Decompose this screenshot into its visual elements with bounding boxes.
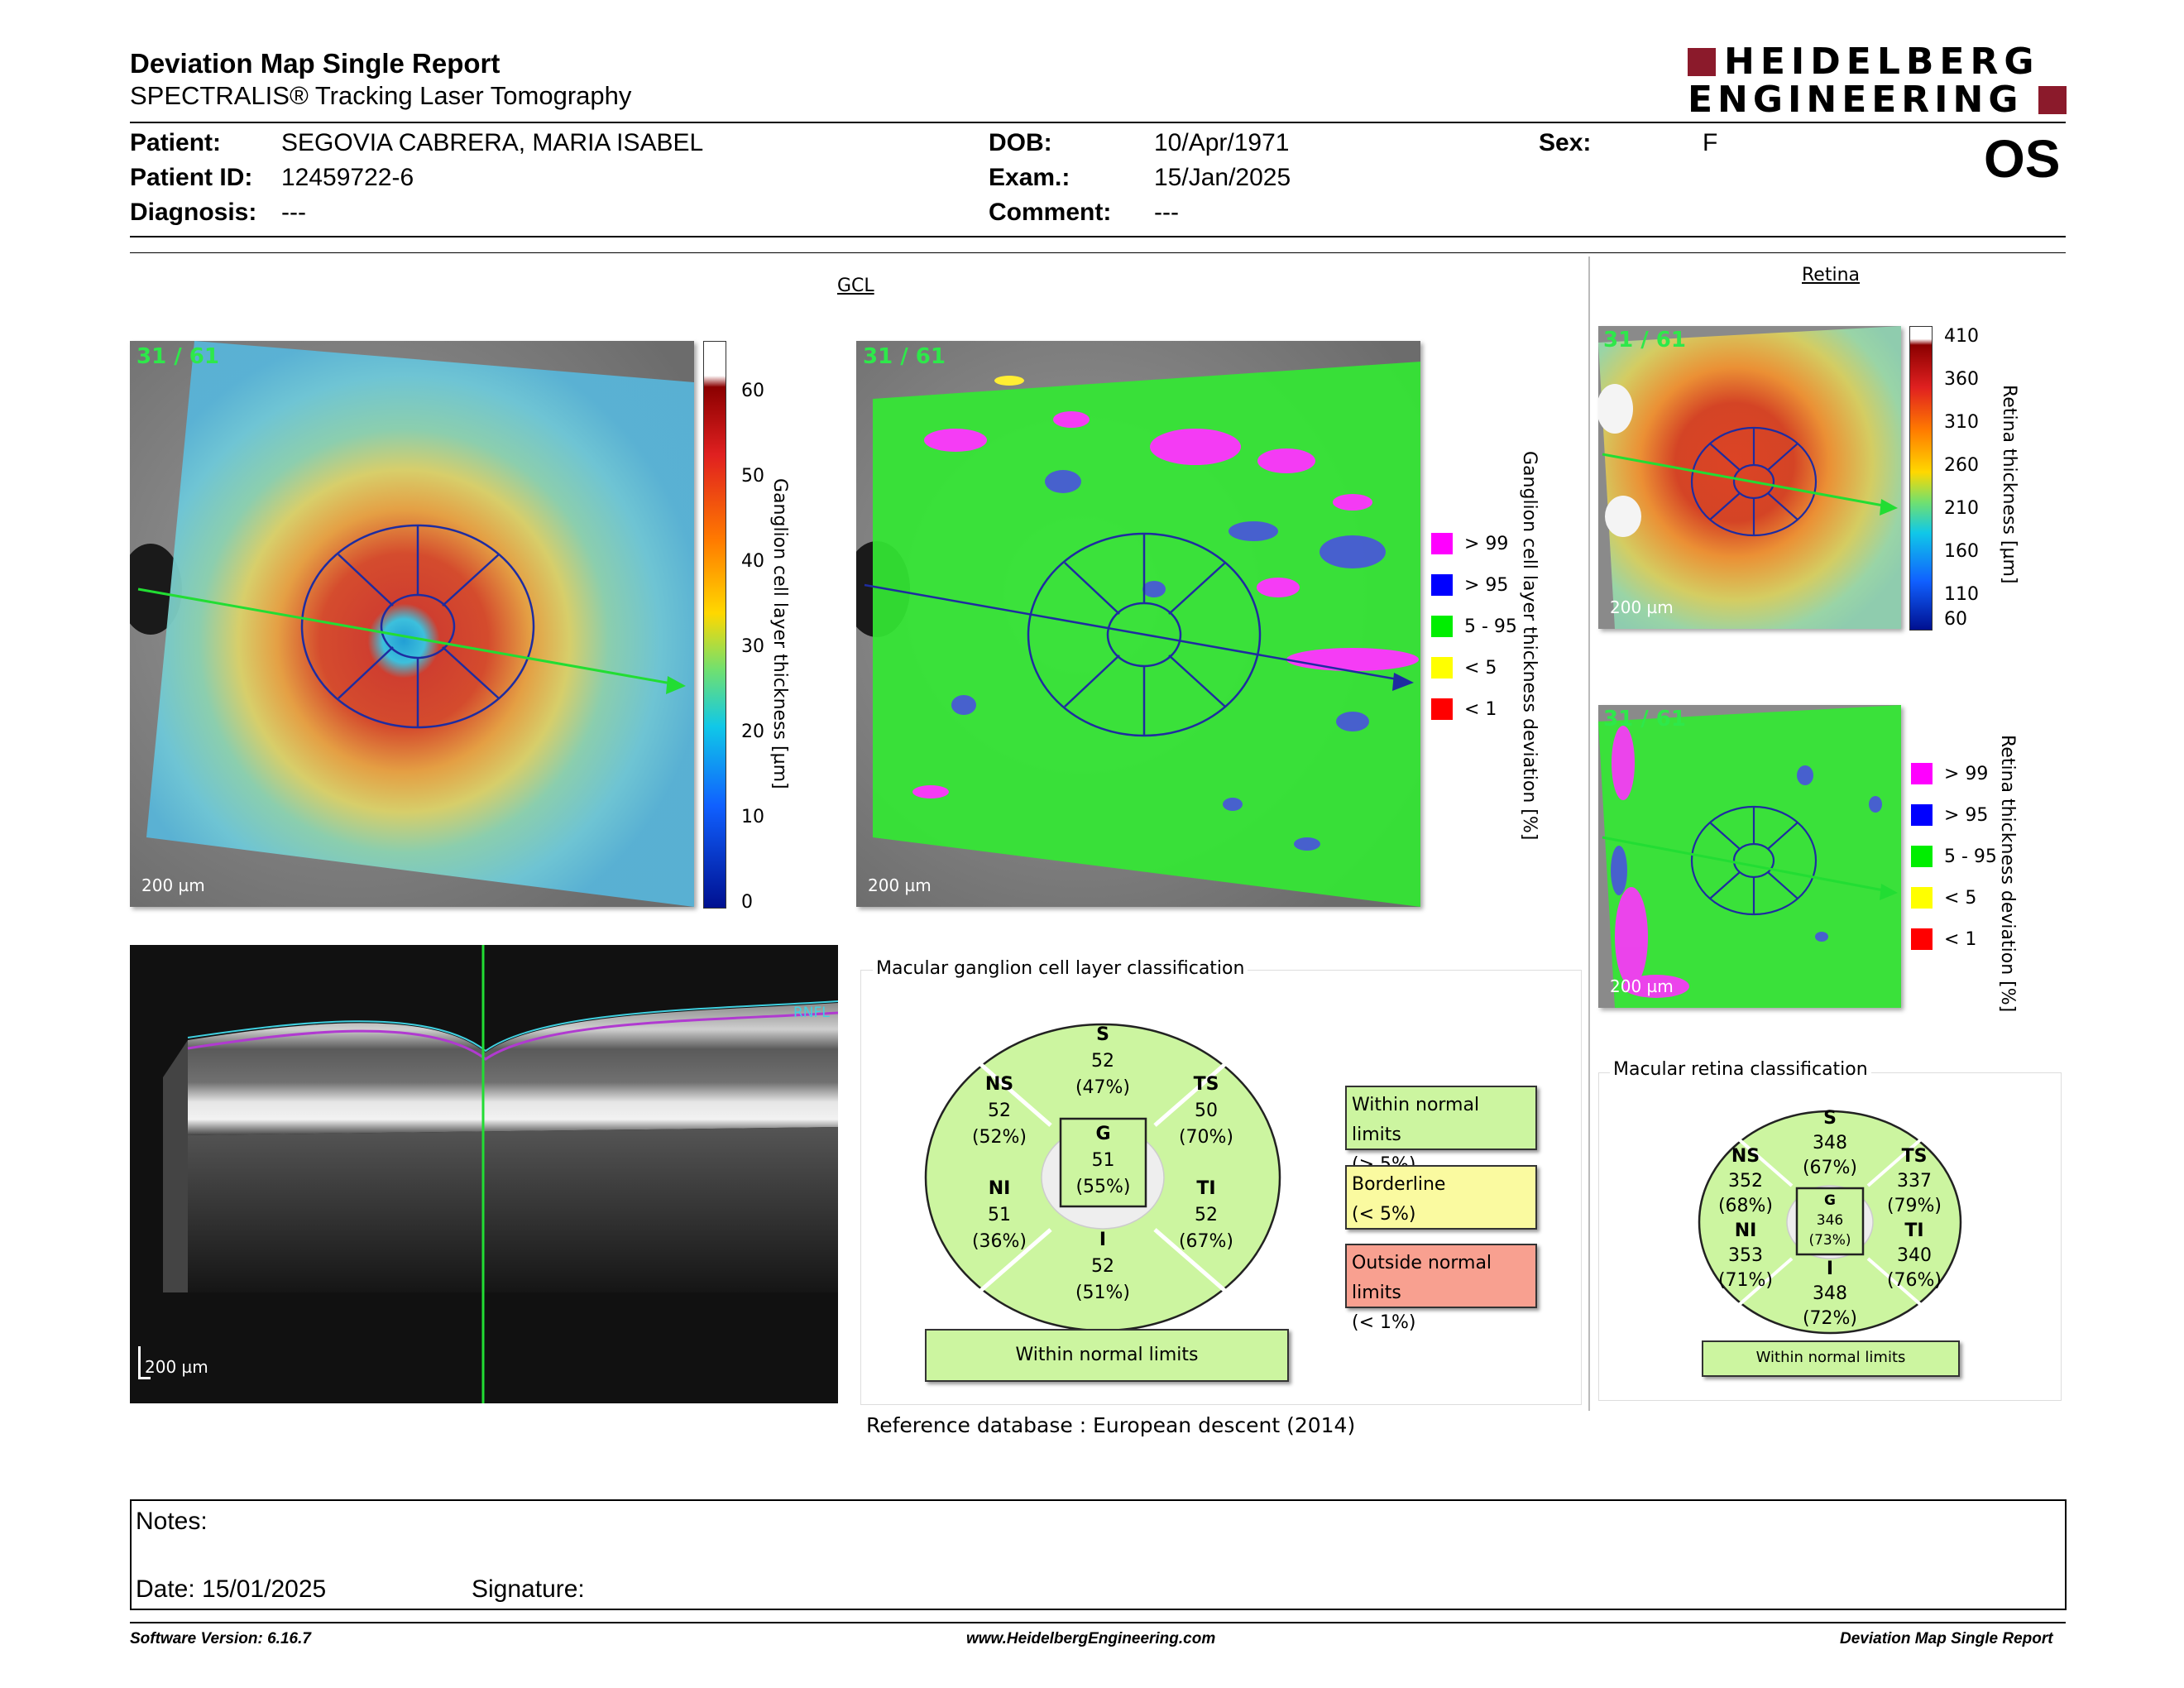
- retina-sector-ns: [1712, 1144, 1779, 1219]
- exam-label: Exam.:: [989, 164, 1070, 191]
- retina-deviation-map: [1598, 705, 1901, 1008]
- gcl-legend-label: < 5: [1464, 657, 1497, 679]
- retina-sector-g-value: 346: [1816, 1212, 1844, 1229]
- oct-layer-tag: RNFL: [793, 1005, 830, 1021]
- retina-tick-5: 160: [1944, 541, 1979, 562]
- gcl-legend-item: [1431, 688, 1517, 730]
- retina-deviation-fraction: 31 / 61: [1603, 707, 1686, 731]
- retina-legend-item: [1911, 836, 1997, 877]
- gcl-thickness-image: [130, 341, 694, 907]
- retina-sector-ts-name: TS: [1901, 1146, 1928, 1167]
- retina-sector-ts-value: 337: [1897, 1171, 1932, 1192]
- report-title: Deviation Map Single Report: [130, 48, 500, 79]
- sex-value: F: [1703, 129, 1718, 156]
- retina-sector-ni-value: 353: [1728, 1245, 1763, 1266]
- gcl-legend-label: > 95: [1464, 574, 1509, 596]
- retina-sector-ti-name: TI: [1904, 1220, 1924, 1241]
- dob-value: 10/Apr/1971: [1154, 129, 1290, 156]
- key-within-normal-line1: Within normal limits: [1352, 1095, 1480, 1145]
- retina-section-title[interactable]: Retina: [1802, 265, 1860, 285]
- retina-sector-s-name: S: [1823, 1108, 1837, 1129]
- gcl-legend-item: [1431, 564, 1517, 606]
- retina-legend-item: [1911, 877, 1997, 918]
- gcl-tick-0: 60: [741, 381, 764, 401]
- gcl-deviation-fraction: 31 / 61: [863, 344, 946, 369]
- diagnosis-label: Diagnosis:: [130, 199, 257, 226]
- gcl-sector-g: [1061, 1121, 1146, 1201]
- gcl-sector-i: [1049, 1227, 1157, 1307]
- key-borderline-line1: Borderline: [1352, 1174, 1446, 1195]
- gcl-sector-s-name: S: [1096, 1024, 1109, 1045]
- gcl-sector-ni: [958, 1176, 1041, 1255]
- retina-tick-4: 210: [1944, 498, 1979, 519]
- retina-thickness-fraction: 31 / 61: [1603, 328, 1686, 352]
- retina-deviation-image: [1598, 705, 1901, 1008]
- retina-legend-item: [1911, 918, 1997, 960]
- oct-scale-bar: [138, 1346, 141, 1379]
- oct-scale-bar-h: [138, 1377, 151, 1379]
- retina-sector-ns-pct: (68%): [1717, 1196, 1774, 1216]
- key-outside-normal: [1345, 1244, 1537, 1333]
- gcl-legend-label: < 1: [1464, 698, 1497, 720]
- heidelberg-logo: [1688, 41, 2068, 121]
- gcl-sector-g-pct: (55%): [1075, 1177, 1131, 1197]
- header-rule: [130, 122, 2066, 123]
- oct-bscan: [130, 945, 838, 1403]
- retina-result-box: [1702, 1340, 1960, 1377]
- gcl-sector-g-value: 51: [1091, 1150, 1115, 1171]
- retina-legend-item: [1911, 794, 1997, 836]
- gcl-legend-label: 5 - 95: [1464, 616, 1517, 637]
- retina-sector-ni: [1712, 1219, 1779, 1293]
- gcl-sector-s-value: 52: [1091, 1051, 1114, 1072]
- gcl-sector-ti-name: TI: [1196, 1178, 1216, 1199]
- gcl-thickness-map: [130, 341, 694, 907]
- retina-tick-3: 260: [1944, 455, 1979, 476]
- gcl-colorbar-label: Ganglion cell layer thickness [µm]: [769, 478, 790, 789]
- retina-deviation-label: Retina thickness deviation [%]: [1997, 735, 2018, 1013]
- retina-tick-7: 60: [1944, 609, 1967, 630]
- footer-report-name: Deviation Map Single Report: [1840, 1630, 2053, 1647]
- retina-tick-1: 360: [1944, 369, 1979, 390]
- gcl-colorbar: [703, 341, 726, 909]
- gcl-deviation-image: [856, 341, 1420, 907]
- logo-line2: ENGINEERING: [1688, 79, 2024, 121]
- retina-colorbar: [1909, 326, 1933, 631]
- gcl-sector-ts: [1165, 1072, 1248, 1151]
- retina-legend-label: < 1: [1944, 928, 1977, 950]
- retina-sector-i-pct: (72%): [1802, 1308, 1858, 1329]
- gcl-sector-ti-pct: (67%): [1178, 1231, 1234, 1252]
- retina-legend-item: [1911, 753, 1997, 794]
- gcl-sector-ts-pct: (70%): [1178, 1127, 1234, 1148]
- retina-sector-i: [1789, 1257, 1871, 1331]
- dob-label: DOB:: [989, 129, 1052, 156]
- key-within-normal: [1345, 1086, 1537, 1150]
- date-label: Date: 15/01/2025: [136, 1575, 327, 1603]
- oct-bscan-image: [130, 945, 838, 1403]
- gcl-section-title[interactable]: GCL: [837, 276, 874, 296]
- key-outside-normal-line2: (< 1%): [1352, 1312, 1416, 1333]
- retina-result-label: Within normal limits: [1755, 1349, 1906, 1366]
- retina-sector-ni-pct: (71%): [1717, 1270, 1774, 1291]
- gcl-thickness-scale: 200 µm: [141, 875, 205, 895]
- retina-tick-0: 410: [1944, 326, 1979, 347]
- gcl-sector-ns-name: NS: [984, 1074, 1014, 1095]
- gcl-sector-ts-name: TS: [1193, 1074, 1219, 1095]
- retina-sector-s: [1789, 1106, 1871, 1181]
- gcl-result-box: [925, 1329, 1289, 1382]
- comment-value: ---: [1154, 199, 1179, 226]
- retina-thickness-scale: 200 µm: [1610, 597, 1674, 617]
- gcl-sector-g-name: G: [1095, 1124, 1111, 1144]
- gcl-tick-6: 0: [741, 892, 753, 913]
- diagnosis-value: ---: [281, 199, 306, 226]
- retina-legend-label: < 5: [1944, 887, 1977, 909]
- retina-sector-g-pct: (73%): [1808, 1232, 1851, 1249]
- retina-sector-ti-value: 340: [1897, 1245, 1932, 1266]
- key-borderline: [1345, 1165, 1537, 1230]
- patient-id-label: Patient ID:: [130, 164, 253, 191]
- patient-label: Patient:: [130, 129, 222, 156]
- gcl-tick-1: 50: [741, 466, 764, 487]
- retina-sector-ts: [1881, 1144, 1947, 1219]
- gcl-sector-ns-pct: (52%): [971, 1127, 1027, 1148]
- retina-sector-g: [1797, 1191, 1863, 1250]
- retina-sector-ns-name: NS: [1731, 1146, 1760, 1167]
- gcl-sector-i-pct: (51%): [1075, 1283, 1131, 1303]
- gcl-sector-i-value: 52: [1091, 1256, 1114, 1277]
- oct-scale-label: 200 µm: [145, 1357, 208, 1377]
- gcl-legend-item: [1431, 647, 1517, 688]
- retina-legend-label: 5 - 95: [1944, 846, 1997, 867]
- gcl-sector-ns-value: 52: [988, 1101, 1011, 1121]
- retina-sector-ns-value: 352: [1728, 1171, 1763, 1192]
- retina-classification-title: Macular retina classification: [1610, 1059, 1871, 1080]
- patient-rule-1: [130, 236, 2066, 237]
- gcl-legend-item: [1431, 523, 1517, 564]
- retina-thickness-map: [1598, 326, 1901, 629]
- retina-colorbar-label: Retina thickness [µm]: [1999, 385, 2019, 584]
- gcl-tick-5: 10: [741, 807, 764, 827]
- section-divider: [1588, 257, 1590, 1411]
- retina-tick-6: 110: [1944, 584, 1979, 605]
- gcl-sector-ni-pct: (36%): [971, 1231, 1027, 1252]
- gcl-classification-diagram: [923, 1022, 1282, 1333]
- patient-id: 12459722-6: [281, 164, 414, 191]
- retina-legend-label: > 99: [1944, 763, 1989, 784]
- report-subtitle: SPECTRALIS® Tracking Laser Tomography: [130, 81, 632, 110]
- gcl-legend-label: > 99: [1464, 533, 1509, 554]
- retina-thickness-image: [1598, 326, 1901, 629]
- gcl-sector-ni-value: 51: [988, 1205, 1011, 1225]
- retina-sector-i-value: 348: [1813, 1283, 1847, 1304]
- key-borderline-line2: (< 5%): [1352, 1204, 1416, 1225]
- retina-legend-label: > 95: [1944, 804, 1989, 826]
- gcl-classification-title: Macular ganglion cell layer classification: [873, 958, 1248, 979]
- gcl-sector-s: [1049, 1022, 1157, 1101]
- gcl-deviation-label: Ganglion cell layer thickness deviation [%]: [1519, 451, 1540, 841]
- retina-sector-ni-name: NI: [1734, 1220, 1757, 1241]
- patient-name: SEGOVIA CABRERA, MARIA ISABEL: [281, 129, 704, 156]
- retina-sector-s-value: 348: [1813, 1133, 1847, 1153]
- sex-label: Sex:: [1539, 129, 1592, 156]
- patient-rule-2: [130, 252, 2066, 253]
- retina-sector-g-name: G: [1824, 1192, 1836, 1209]
- software-version: Software Version: 6.16.7: [130, 1630, 311, 1647]
- gcl-sector-i-name: I: [1099, 1230, 1107, 1250]
- logo-line1: HEIDELBERG: [1724, 41, 2040, 83]
- key-outside-normal-line1: Outside normal limits: [1352, 1253, 1492, 1303]
- gcl-deviation-legend: [1431, 523, 1517, 730]
- gcl-sector-ti: [1165, 1176, 1248, 1255]
- retina-sector-ti-pct: (76%): [1886, 1270, 1942, 1291]
- reference-database: Reference database : European descent (2014): [866, 1413, 1356, 1437]
- gcl-legend-item: [1431, 606, 1517, 647]
- gcl-sector-s-pct: (47%): [1075, 1077, 1131, 1098]
- exam-value: 15/Jan/2025: [1154, 164, 1291, 191]
- gcl-deviation-map: [856, 341, 1420, 907]
- notes-box[interactable]: [130, 1499, 2067, 1610]
- gcl-tick-2: 40: [741, 551, 764, 572]
- gcl-tick-4: 20: [741, 722, 764, 742]
- gcl-thickness-fraction: 31 / 61: [136, 344, 219, 369]
- website-link[interactable]: www.HeidelbergEngineering.com: [966, 1630, 1216, 1647]
- retina-sector-ts-pct: (79%): [1886, 1196, 1942, 1216]
- gcl-tick-3: 30: [741, 636, 764, 657]
- comment-label: Comment:: [989, 199, 1112, 226]
- notes-label: Notes:: [136, 1508, 208, 1535]
- retina-colorbar-ticks: [1944, 326, 1985, 632]
- retina-sector-ti: [1881, 1219, 1947, 1293]
- retina-sector-i-name: I: [1826, 1259, 1834, 1279]
- gcl-sector-ns: [958, 1072, 1041, 1151]
- footer-rule: [130, 1622, 2066, 1623]
- gcl-sector-ni-name: NI: [988, 1178, 1011, 1199]
- retina-sector-s-pct: (67%): [1802, 1158, 1858, 1178]
- retina-deviation-scale: 200 µm: [1610, 976, 1674, 996]
- gcl-sector-ts-value: 50: [1195, 1101, 1218, 1121]
- gcl-sector-ti-value: 52: [1195, 1205, 1218, 1225]
- eye-laterality: OS: [1984, 129, 2061, 189]
- retina-tick-2: 310: [1944, 412, 1979, 433]
- gcl-result-label: Within normal limits: [1015, 1345, 1199, 1365]
- retina-classification-diagram: [1698, 1110, 1962, 1335]
- signature-label: Signature:: [472, 1575, 585, 1603]
- gcl-deviation-scale: 200 µm: [868, 875, 932, 895]
- retina-deviation-legend: [1911, 753, 1997, 960]
